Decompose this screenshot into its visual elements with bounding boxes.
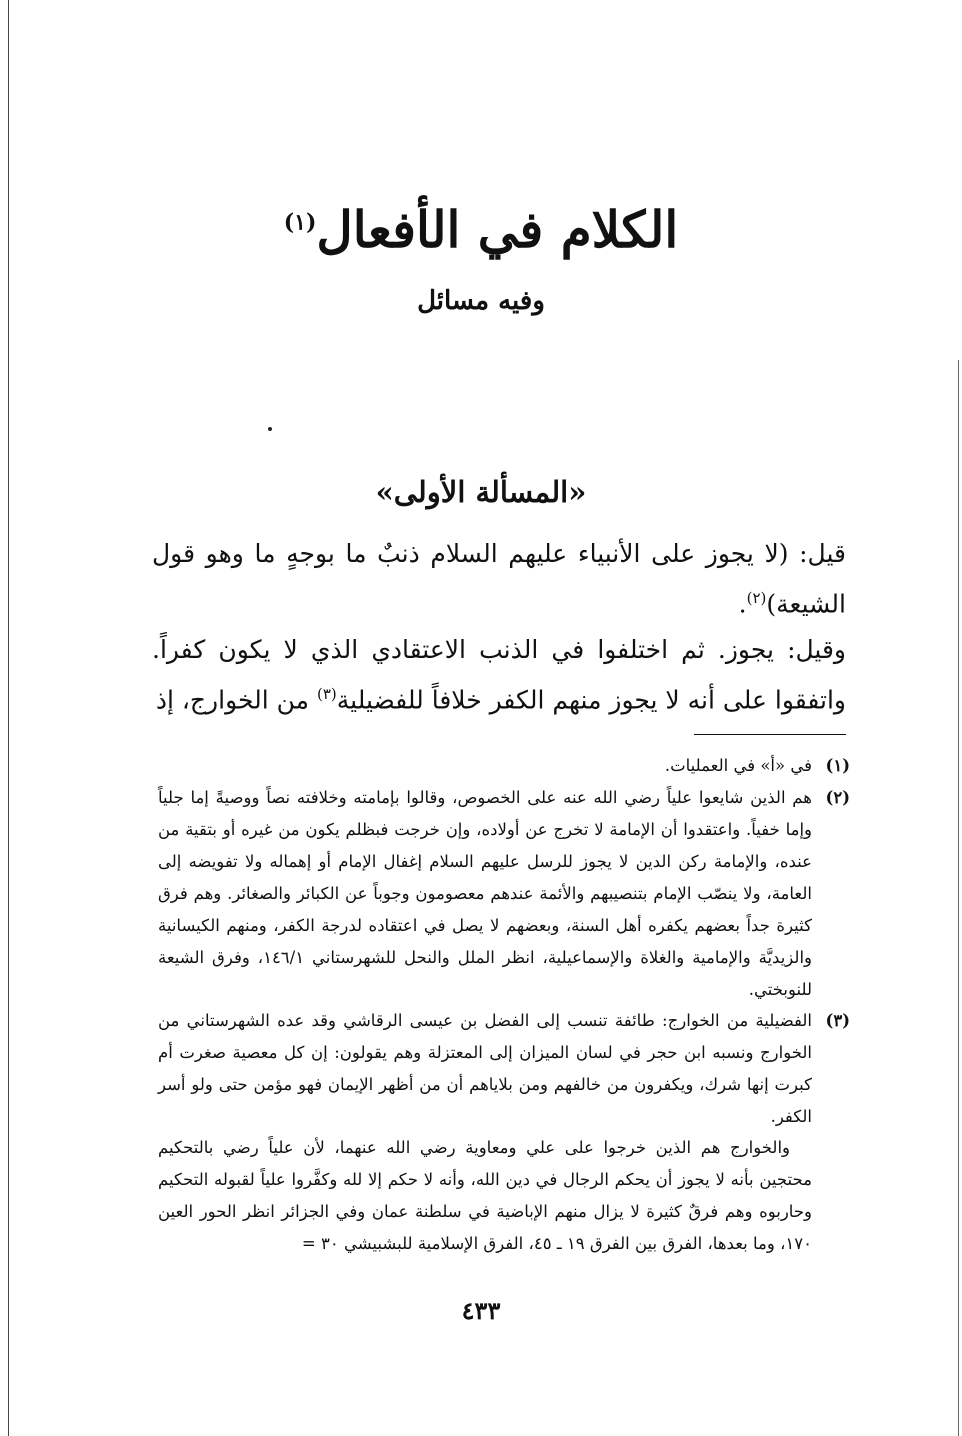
footnote-2-mark: (٢) (825, 788, 850, 807)
chapter-subtitle: وفيه مسائل (417, 286, 545, 316)
page-number: ٤٣٣ (461, 1296, 501, 1325)
body-paragraph-1 (152, 532, 846, 626)
footnote-1-mark: (١) (825, 756, 850, 775)
scan-edge-line-right (958, 360, 959, 1436)
ink-speck (268, 427, 272, 431)
body-paragraph-1-end: . (738, 589, 747, 619)
body-paragraph-2-text-a: وقيل: يجوز. ثم اختلفوا في الذنب الاعتقادي الذي لا يكون كفراً. واتفقوا على أنه لا يجوز منهم الكفر خلافاً للفضيلية (152, 635, 846, 715)
footnote-1-text: في «أ» في العمليات. (664, 756, 812, 775)
body-paragraph-1-text: قيل: (لا يجوز على الأنبياء عليهم السلام ذنبٌ ما بوجهٍ ما وهو قول الشيعة) (152, 539, 846, 619)
footnote-ref-2: (٢) (746, 589, 767, 607)
footnote-3-mark: (٣) (825, 1011, 850, 1030)
body-paragraph-2 (152, 628, 846, 722)
chapter-title (180, 200, 782, 259)
footnote-3-text: الفضيلية من الخوارج: طائفة تنسب إلى الفضل بن عيسى الرقاشي وقد عده الشهرستاني من الخوارج ونسبه ابن حجر في لسان الميزان إلى المعتزلة وهم يقولون: إن كل معصية صغرت أم كبرت إنها شرك، ويكفرون من خالفهم ومن بلاياهم أن من أظهر الإيمان فهو مؤمن حتى ولو أسر الكفر. (158, 1011, 812, 1126)
footnote-1 (158, 750, 850, 782)
chapter-title-text: الكلام في الأفعال (316, 200, 679, 259)
footnote-2-text: هم الذين شايعوا علياً رضي الله عنه على الخصوص، وقالوا بإمامته وخلافته نصاً ووصيةً إما جلياً وإما خفياً. واعتقدوا أن الإمامة لا تخرج عن أولاده، وإن خرجت فبظلم يكون من غيره أو بتقية من عنده، والإمامة ركن الدين لا يجوز للرسل عليهم السلام إغفال الإمام أو إهماله ولا تفويضه إلى العامة، ولا ينصّب الإمام بتنصيبهم والأئمة عندهم معصومون وجوباً عن الكبائر والصغائر. وهم فرق كثيرة جداً بعضهم يكفره أهل السنة، وبعضهم لا يصل في اعتقاده لدرجة الكفر، ومنهم الكيسانية والزيديَّة والإمامية والغلاة والإسماعيلية، انظر الملل والنحل للشهرستاني ١٤٦/١، وفرق الشيعة للنوبختي. (158, 788, 812, 999)
footnote-3-continuation: والخوارج هم الذين خرجوا على علي ومعاوية رضي الله عنهما، لأن علياً رضي بالتحكيم محتجين بأنه لا يجوز أن يحكم الرجال في دين الله، وأنه لا حكم إلا لله وكفَّروا علياً لقبوله التحكيم وحاربوه وهم فرقٌ كثيرة لا يزال منهم الإباضية في سلطنة عمان وفي الجزائر انظر الحور العين ١٧٠، وما بعدها، الفرق بين الفرق ١٩ ـ ٤٥، الفرق الإسلامية للبشبيشي ٣٠ = (158, 1138, 812, 1253)
body-paragraph-2-text-b: من الخوارج، إذ (155, 685, 317, 715)
scan-edge-line-left (8, 0, 9, 1436)
footnote-ref-3: (٣) (317, 685, 337, 703)
footnote-separator (694, 734, 846, 735)
footnote-2 (158, 782, 850, 1006)
section-heading: «المسألة الأولى» (375, 475, 587, 509)
chapter-title-note-ref: (١) (283, 209, 317, 236)
footnote-3 (158, 1005, 850, 1133)
